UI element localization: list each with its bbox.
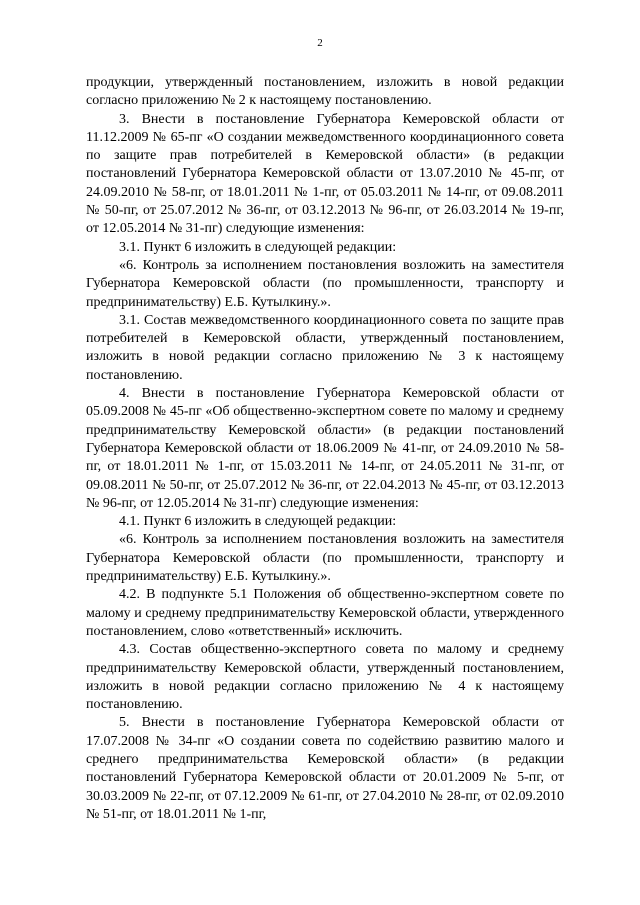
paragraph-item-5: 5. Внести в постановление Губернатора Кемеровской области от 17.07.2008 № 34-пг «О создании совета по содействию развитию малого и среднего предпринимательства Кемеровской области» (в редакции постановлений Губернатора Кемеровской области от 20.01.2009 № 5-пг, от 30.03.2009 № 22-пг, от 07.12.2009 № 61-пг, от 27.04.2010 № 28-пг, от 02.09.2010 № 51-пг, от 18.01.2011 № 1-пг, xyxy=(86,715,564,822)
document-body xyxy=(86,74,564,824)
paragraph-item-4-3: 4.3. Состав общественно-экспертного совета по малому и среднему предпринимательству Кемеровской области, утвержденный постановлением, изложить в новой редакции согласно приложению № 4 к настоящему постановлению. xyxy=(86,642,564,713)
paragraph-item-3-1-composition: 3.1. Состав межведомственного координационного совета по защите прав потребителей в Кемеровской области, утвержденный постановлением, изложить в новой редакции согласно приложению № 3 к настоящему постановлению. xyxy=(86,312,564,383)
paragraph-quote-6-a: «6. Контроль за исполнением постановления возложить на заместителя Губернатора Кемеровской области (по промышленности, транспорту и предпринимательству) Е.Б. Кутылкину.». xyxy=(86,257,564,310)
paragraph-item-4: 4. Внести в постановление Губернатора Кемеровской области от 05.09.2008 № 45-пг «Об общественно-экспертном совете по малому и среднему предпринимательству Кемеровской области» (в редакции постановлений Губернатора Кемеровской области от 18.06.2009 № 41-пг, от 24.09.2010 № 58-пг, от 18.01.2011 № 1-пг, от 15.03.2011 № 14-пг, от 24.05.2011 № 31-пг, от 09.08.2011 № 50-пг, от 25.07.2012 № 36-пг, от 22.04.2013 № 45-пг, от 03.12.2013 № 96-пг, от 12.05.2014 № 31-пг) следующие изменения: xyxy=(86,386,564,511)
paragraph-quote-6-b: «6. Контроль за исполнением постановления возложить на заместителя Губернатора Кемеровской области (по промышленности, транспорту и предпринимательству) Е.Б. Кутылкину.». xyxy=(86,532,564,585)
paragraph-continuation: продукции, утвержденный постановлением, изложить в новой редакции согласно приложению № 2 к настоящему постановлению. xyxy=(86,75,564,109)
paragraph-item-3-1: 3.1. Пункт 6 изложить в следующей редакции: xyxy=(119,239,397,255)
page-number: 2 xyxy=(317,37,323,49)
paragraph-item-4-2: 4.2. В подпункте 5.1 Положения об общественно-экспертном совете по малому и среднему предпринимательству Кемеровской области, утвержденного постановлением, слово «ответственный» исключить. xyxy=(86,587,564,639)
paragraph-item-3: 3. Внести в постановление Губернатора Кемеровской области от 11.12.2009 № 65-пг «О создании межведомственного координационного совета по защите прав потребителей в Кемеровской области» (в редакции постановлений Губернатора Кемеровской области от 13.07.2010 № 45-пг, от 24.09.2010 № 58-пг, от 18.01.2011 № 1-пг, от 05.03.2011 № 14-пг, от 09.08.2011 № 50-пг, от 25.07.2012 № 36-пг, от 03.12.2013 № 96-пг, от 26.03.2014 № 19-пг, от 12.05.2014 № 31-пг) следующие изменения: xyxy=(86,111,564,237)
paragraph-item-4-1: 4.1. Пункт 6 изложить в следующей редакции: xyxy=(119,514,397,530)
